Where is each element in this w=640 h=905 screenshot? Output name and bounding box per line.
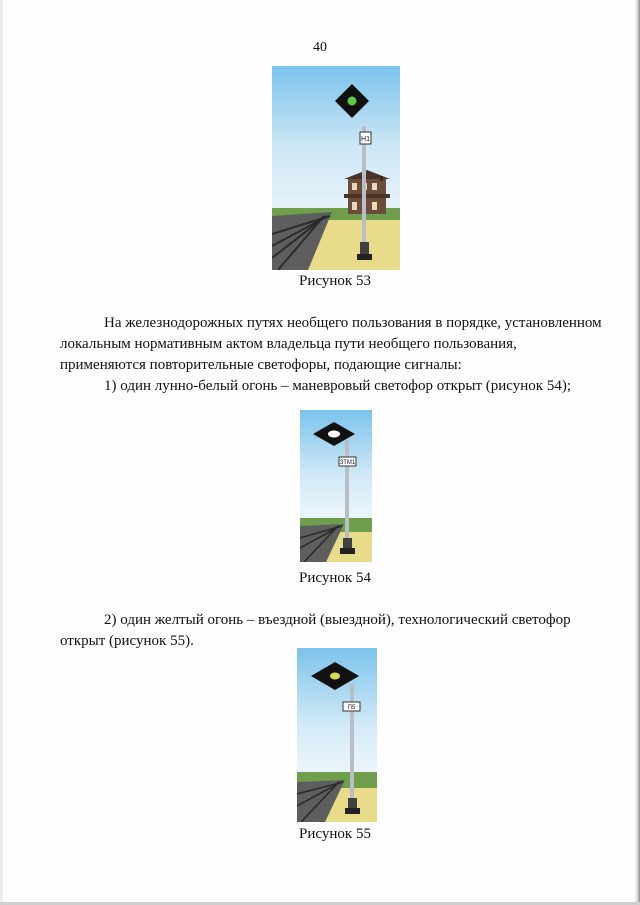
figure-54-caption: Рисунок 54 [299, 570, 371, 586]
paragraph-yellow-signal [60, 610, 608, 652]
paragraph2-line1: 2) один желтый огонь – въездной (выездной), технологический светофор [104, 612, 571, 628]
figure-55-signal-illustration [297, 648, 377, 822]
signal-lamp [348, 97, 357, 106]
paragraph1-item1: 1) один лунно-белый огонь – маневровый светофор открыт (рисунок 54); [104, 378, 571, 394]
paragraph1-line1: На железнодорожных путях необщего пользования в порядке, установленном [104, 315, 602, 331]
page-number: 40 [313, 40, 327, 55]
paragraph1-line3: применяются повторительные светофоры, подающие сигналы: [60, 357, 462, 373]
station-building [344, 170, 390, 214]
signal-lamp [328, 431, 340, 438]
figure-55-caption: Рисунок 55 [299, 826, 371, 842]
paragraph1-line2: локальным нормативным актом владельца пути необщего пользования, [60, 336, 517, 352]
figure-54-sign-label: ЗТМ1 [339, 460, 356, 466]
figure-53-signal-illustration [272, 66, 400, 270]
figure-53-sign-label: Н1 [361, 136, 370, 143]
figure-53-caption: Рисунок 53 [299, 273, 371, 289]
paragraph-repeater-signals [60, 313, 608, 397]
page-edge-right [634, 0, 640, 905]
figure-55-sign-label: П5 [347, 705, 356, 711]
signal-lamp [330, 673, 340, 680]
paragraph2-line2: открыт (рисунок 55). [60, 633, 194, 649]
page-edge-left [0, 0, 3, 905]
figure-54-signal-illustration [300, 410, 372, 562]
